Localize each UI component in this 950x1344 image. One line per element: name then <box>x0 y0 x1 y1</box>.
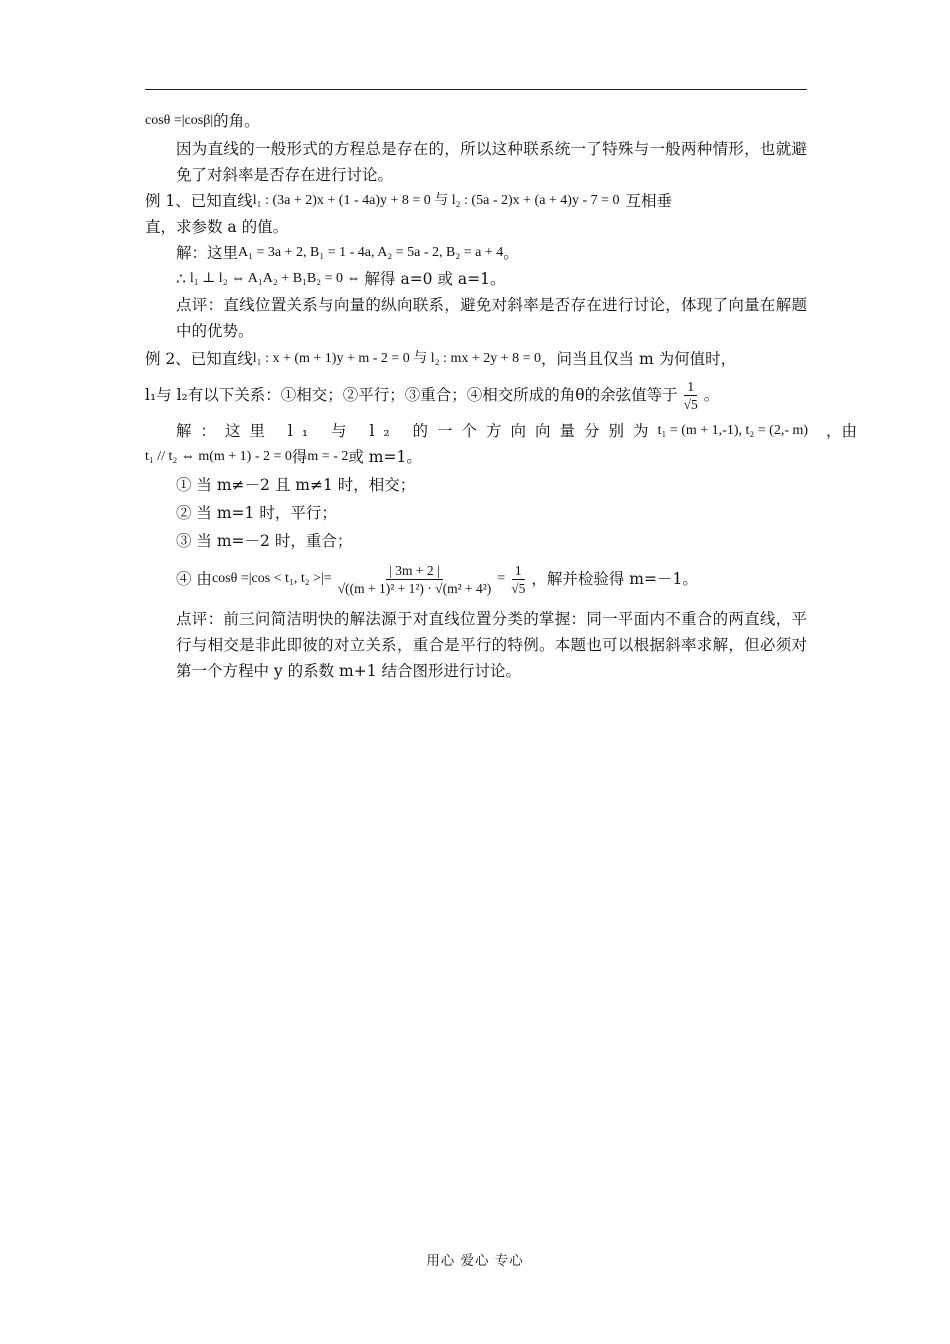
formula-cos-angle: cosθ =|cos < t₁, t₂ >|= <box>211 571 332 586</box>
therefore-symbol: ∴ <box>176 270 186 288</box>
case-3: ③ 当 m=－2 时，重合； <box>176 532 353 550</box>
case-4 <box>145 554 807 604</box>
formula-lines-l1-l2: l₁ : x + (m + 1)y + m - 2 = 0 与 l₂ : mx + 2y + 8 = 0 <box>252 351 542 366</box>
numerator: | 3m + 2 | <box>386 562 443 580</box>
review-1: 点评：直线位置关系与向量的纵向联系，避免对斜率是否存在进行讨论，体现了向量在解题中的优势。 <box>176 296 807 340</box>
text: 解：这里 l₁ 与 l₂ 的一个方向向量分别为 <box>176 422 658 440</box>
example-1-line-1 <box>145 188 807 214</box>
denominator: √((m + 1)² + 1²) · √(m² + 4²) <box>337 580 492 596</box>
text: ，问当且仅当 m 为何值时， <box>541 350 737 368</box>
formula-coefficients: A₁ = 3a + 2, B₁ = 1 - 4a, A₂ = 5a - 2, B₂ = a + 4 <box>238 245 504 260</box>
numerator: 1 <box>512 562 525 580</box>
solution-2-line-2 <box>145 444 807 470</box>
solution-2-line-1 <box>145 418 858 444</box>
solution-1-line-2 <box>145 266 807 292</box>
fraction-one-over-root-five <box>681 378 701 413</box>
text: 。 <box>503 244 519 262</box>
text: 得 <box>291 448 308 466</box>
formula-parallel: t₁ // t₂ ⇔ m(m + 1) - 2 = 0 <box>145 449 292 464</box>
text: ，由 <box>826 422 858 440</box>
equals-sign: = <box>497 571 506 586</box>
text: ④ 由 <box>176 570 212 588</box>
text: ，解并检验得 m=－1。 <box>531 570 698 588</box>
formula-direction-vectors: t₁ = (m + 1,-1), t₂ = (2,- m) <box>657 423 809 438</box>
formula-cos: cosθ =|cosβ| <box>145 113 214 128</box>
text: 解：这里 <box>176 244 239 262</box>
example-2-line-2 <box>145 372 807 418</box>
text: 。 <box>703 386 720 404</box>
page-footer: 用心 爱心 专心 <box>426 1253 524 1269</box>
line-angle <box>145 108 807 134</box>
text: 或 m=1。 <box>348 448 422 466</box>
example-2-line-1 <box>145 346 807 372</box>
text: 例 1、已知直线 <box>145 192 253 210</box>
text: 互相垂 <box>625 192 673 210</box>
denominator: √5 <box>511 580 526 596</box>
paragraph-general-form: 因为直线的一般形式的方程总是存在的，所以这种联系统一了特殊与一般两种情形，也就避免了对斜率是否存在进行讨论。 <box>176 140 807 184</box>
example-1-line-2: 直，求参数 a 的值。 <box>145 218 289 236</box>
formula-perpendicular: l₁ ⊥ l₂ ⇔ A₁A₂ + B₁B₂ = 0 ⇔ <box>189 271 361 286</box>
case-2: ② 当 m=1 时，平行； <box>176 504 337 522</box>
text: 的角。 <box>213 112 260 130</box>
formula-lines-l1-l2: l₁ : (3a + 2)x + (1 - 4a)y + 8 = 0 与 l₂ : (5a - 2)x + (a + 4)y - 7 = 0 <box>252 193 620 208</box>
denominator: √5 <box>683 396 698 412</box>
document-body <box>145 108 858 684</box>
text: 例 2、已知直线 <box>145 350 253 368</box>
review-2: 点评：前三问简洁明快的解法源于对直线位置分类的掌握：同一平面内不重合的两直线，平行与相交是非此即彼的对立关系，重合是平行的特例。本题也可以根据斜率求解，但必须对第一个方程中 y 的系数 m+1 结合图形进行讨论。 <box>176 610 807 680</box>
solution-1-line-1 <box>145 240 807 266</box>
fraction-cos-value <box>335 562 495 597</box>
fraction-one-over-root-five <box>508 562 528 597</box>
text: l₁与 l₂有以下关系：①相交；②平行；③重合；④相交所成的角θ的余弦值等于 <box>145 386 678 404</box>
case-1: ① 当 m≠－2 且 m≠1 时，相交； <box>176 476 416 494</box>
header-rule <box>145 89 807 90</box>
numerator: 1 <box>684 378 697 396</box>
formula-m-value: m = - 2 <box>307 449 349 464</box>
text: 解得 a=0 或 a=1。 <box>364 270 506 288</box>
